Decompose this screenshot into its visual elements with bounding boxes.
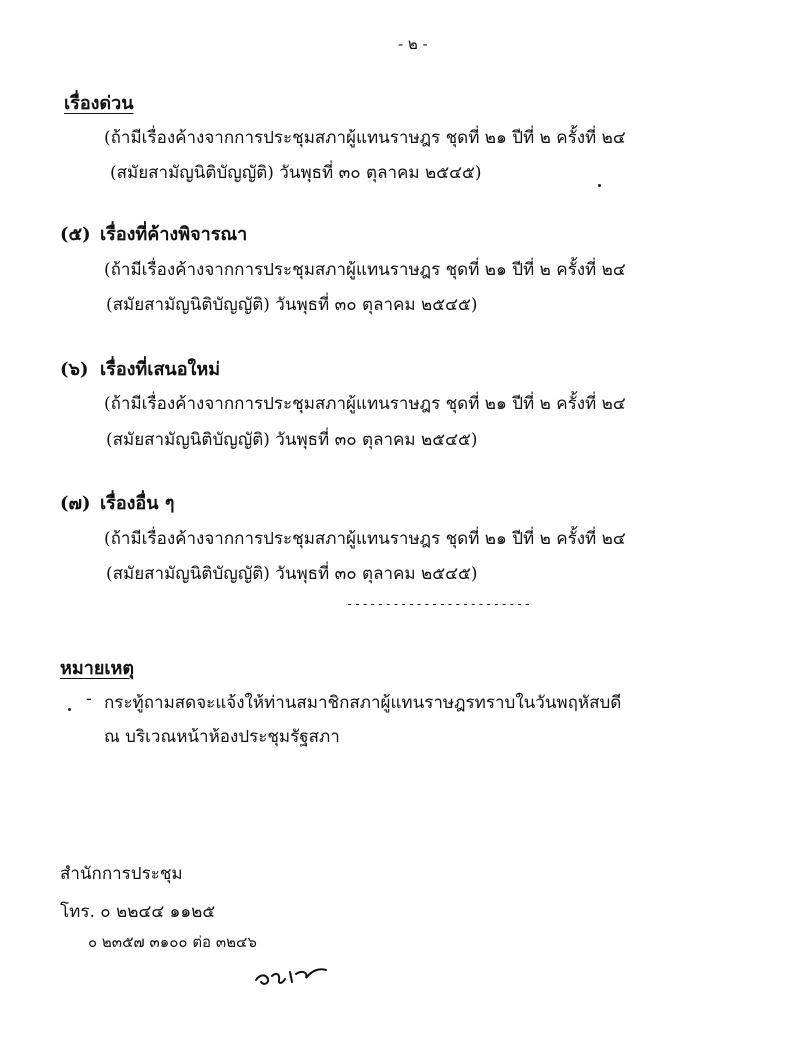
section-divider: ------------------------ bbox=[346, 597, 532, 611]
urgent-line-2: (สมัยสามัญนิติบัญญัติ) วันพุธที่ ๓๐ ตุลาคม ๒๕๔๕) bbox=[110, 163, 482, 183]
phone-line-2: ๐ ๒๓๕๗ ๓๑๐๐ ต่อ ๓๒๔๖ bbox=[88, 933, 257, 951]
office-name: สำนักการประชุม bbox=[60, 864, 183, 884]
section-5-line-1: (ถ้ามีเรื่องค้างจากการประชุมสภาผู้แทนราษฎร ชุดที่ ๒๑ ปีที่ ๒ ครั้งที่ ๒๔ bbox=[104, 260, 626, 280]
handwritten-initials bbox=[252, 960, 332, 994]
section-6-line-1: (ถ้ามีเรื่องค้างจากการประชุมสภาผู้แทนราษฎร ชุดที่ ๒๑ ปีที่ ๒ ครั้งที่ ๒๔ bbox=[104, 394, 626, 414]
scan-speck bbox=[68, 708, 71, 711]
section-5-number: (๕) bbox=[60, 224, 91, 245]
section-7-line-1: (ถ้ามีเรื่องค้างจากการประชุมสภาผู้แทนราษฎร ชุดที่ ๒๑ ปีที่ ๒ ครั้งที่ ๒๔ bbox=[104, 529, 626, 549]
section-7-number: (๗) bbox=[60, 493, 91, 514]
page-number: - ๒ - bbox=[398, 35, 428, 53]
remarks-line-2: ณ บริเวณหน้าห้องประชุมรัฐสภา bbox=[104, 727, 340, 747]
urgent-line-1: (ถ้ามีเรื่องค้างจากการประชุมสภาผู้แทนราษฎร ชุดที่ ๒๑ ปีที่ ๒ ครั้งที่ ๒๔ bbox=[104, 128, 626, 148]
phone-line-1: โทร. ๐ ๒๒๔๔ ๑๑๒๕ bbox=[60, 902, 216, 922]
remarks-heading: หมายเหตุ bbox=[60, 658, 135, 679]
section-6-line-2: (สมัยสามัญนิติบัญญัติ) วันพุธที่ ๓๐ ตุลาคม ๒๕๔๕) bbox=[106, 430, 478, 450]
section-7-heading: เรื่องอื่น ๆ bbox=[100, 493, 175, 514]
remarks-bullet: - bbox=[86, 689, 92, 709]
section-6-number: (๖) bbox=[60, 359, 89, 380]
section-6-heading: เรื่องที่เสนอใหม่ bbox=[100, 359, 221, 380]
scan-speck bbox=[598, 184, 601, 187]
section-7-line-2: (สมัยสามัญนิติบัญญัติ) วันพุธที่ ๓๐ ตุลาคม ๒๕๔๕) bbox=[106, 564, 478, 584]
section-5-line-2: (สมัยสามัญนิติบัญญัติ) วันพุธที่ ๓๐ ตุลาคม ๒๕๔๕) bbox=[106, 295, 478, 315]
section-5-heading: เรื่องที่ค้างพิจารณา bbox=[100, 224, 248, 245]
remarks-line-1: กระทู้ถามสดจะแจ้งให้ท่านสมาชิกสภาผู้แทนราษฎรทราบในวันพฤหัสบดี bbox=[104, 693, 622, 713]
urgent-heading: เรื่องด่วน bbox=[64, 93, 134, 114]
